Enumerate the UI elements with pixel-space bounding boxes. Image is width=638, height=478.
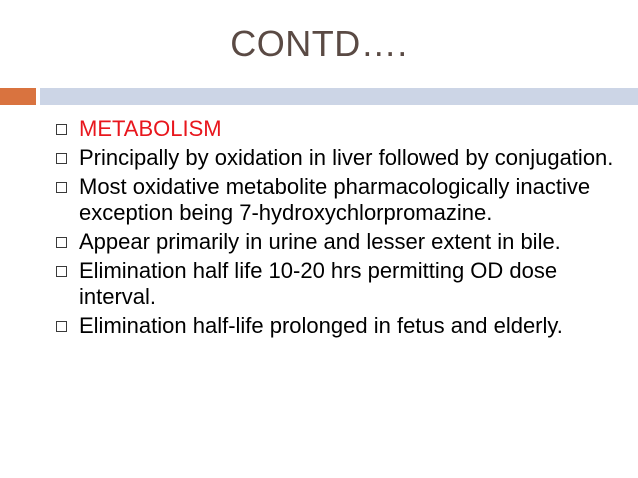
bullet-list [56,116,626,342]
bullet-text: Elimination half life 10-20 hrs permitting OD dose interval. [79,258,558,309]
square-bullet-icon [56,237,67,248]
square-bullet-icon [56,153,67,164]
square-bullet-icon [56,321,67,332]
bullet-text: Appear primarily in urine and lesser extent in bile. [79,229,561,254]
bullet-item-prolonged [56,313,626,339]
bullet-text: Most oxidative metabolite pharmacologically inactive exception being 7-hydroxychlorpromazine. [79,174,591,225]
divider-band [40,88,638,105]
bullet-text: METABOLISM [79,116,222,141]
bullet-text: Elimination half-life prolonged in fetus and elderly. [79,313,563,338]
bullet-item-metabolite [56,174,626,226]
bullet-text: Principally by oxidation in liver followed by conjugation. [79,145,614,170]
divider-accent-bar [0,88,36,105]
bullet-item-half-life [56,258,626,310]
square-bullet-icon [56,266,67,277]
square-bullet-icon [56,124,67,135]
bullet-item-metabolism [56,116,626,142]
slide-title: CONTD…. [230,23,408,64]
bullet-item-oxidation [56,145,626,171]
square-bullet-icon [56,182,67,193]
bullet-item-excretion [56,229,626,255]
